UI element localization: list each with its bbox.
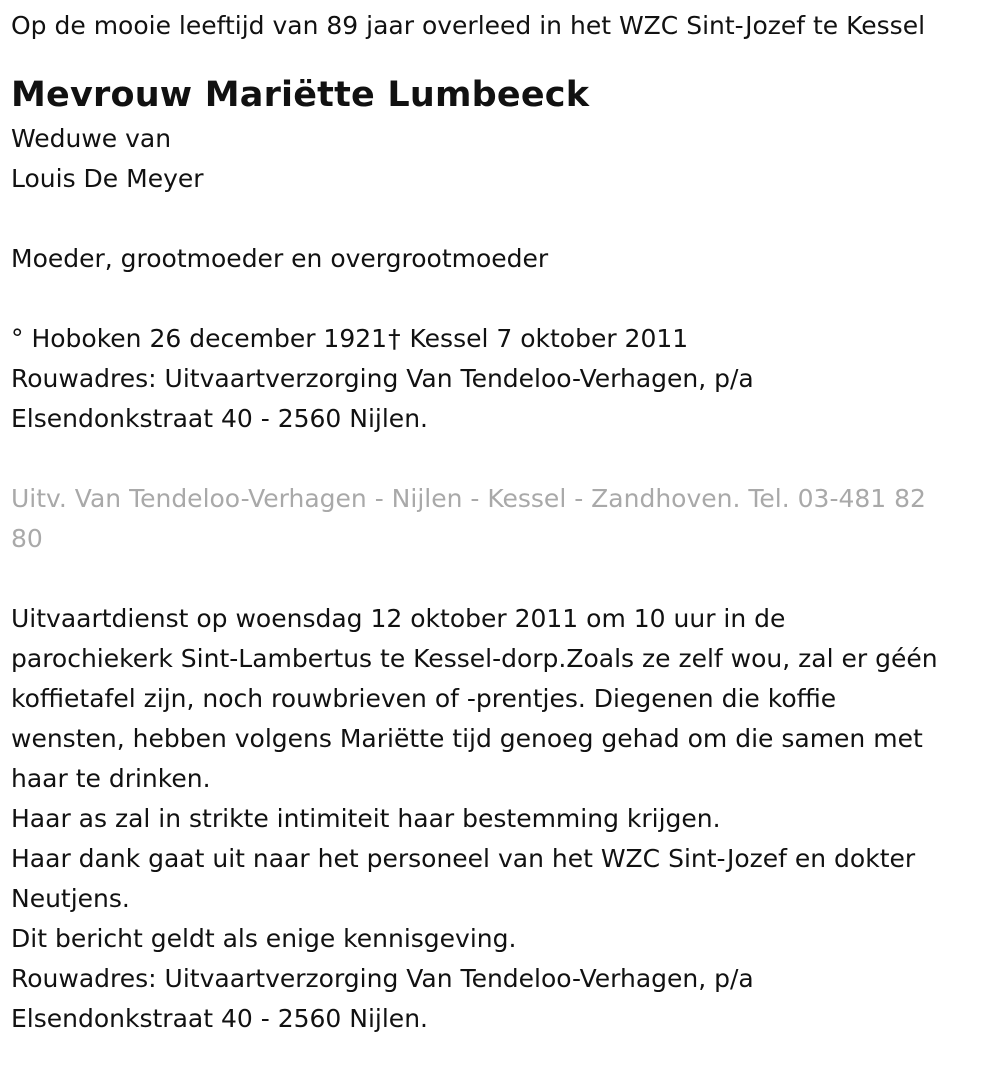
service-line: haar te drinken. xyxy=(11,764,211,793)
funeral-home-line-1: Uitv. Van Tendeloo-Verhagen - Nijlen - Kessel - Zandhoven. Tel. 03-481 82 xyxy=(11,484,926,513)
service-line: Rouwadres: Uitvaartverzorging Van Tendeloo-Verhagen, p/a xyxy=(11,964,754,993)
deceased-name: Mevrouw Mariëtte Lumbeeck xyxy=(11,75,590,115)
address-line-2: Elsendonkstraat 40 - 2560 Nijlen. xyxy=(11,404,428,433)
service-line: Haar as zal in strikte intimiteit haar bestemming krijgen. xyxy=(11,804,721,833)
spacer xyxy=(11,559,1000,599)
cross-icon: † xyxy=(388,324,401,353)
birth-info: ° Hoboken 26 december 1921 xyxy=(11,324,388,353)
funeral-home-line-2: 80 xyxy=(11,524,43,553)
service-line: Haar dank gaat uit naar het personeel van het WZC Sint-Jozef en dokter xyxy=(11,844,916,873)
service-line: Uitvaartdienst op woensdag 12 oktober 2011 om 10 uur in de xyxy=(11,604,786,633)
service-line: Neutjens. xyxy=(11,884,130,913)
service-line: parochiekerk Sint-Lambertus te Kessel-dorp.Zoals ze zelf wou, zal er géén xyxy=(11,644,938,673)
service-line: Dit bericht geldt als enige kennisgeving. xyxy=(11,924,517,953)
service-details xyxy=(11,599,996,1039)
family-roles: Moeder, grootmoeder en overgrootmoeder xyxy=(11,244,549,273)
spacer xyxy=(11,439,1000,479)
spacer xyxy=(11,199,1000,239)
service-line: wensten, hebben volgens Mariëtte tijd genoeg gehad om die samen met xyxy=(11,724,923,753)
relation-label: Weduwe van xyxy=(11,124,172,153)
address-line-1: Rouwadres: Uitvaartverzorging Van Tendeloo-Verhagen, p/a xyxy=(11,364,754,393)
spacer xyxy=(11,279,1000,319)
intro-text: Op de mooie leeftijd van 89 jaar overleed in het WZC Sint-Jozef te Kessel xyxy=(11,11,926,40)
spouse-name: Louis De Meyer xyxy=(11,164,204,193)
dates-line xyxy=(11,319,1000,359)
service-line: Elsendonkstraat 40 - 2560 Nijlen. xyxy=(11,1004,428,1033)
death-info: Kessel 7 oktober 2011 xyxy=(401,324,689,353)
service-line: koffietafel zijn, noch rouwbrieven of -prentjes. Diegenen die koffie xyxy=(11,684,837,713)
